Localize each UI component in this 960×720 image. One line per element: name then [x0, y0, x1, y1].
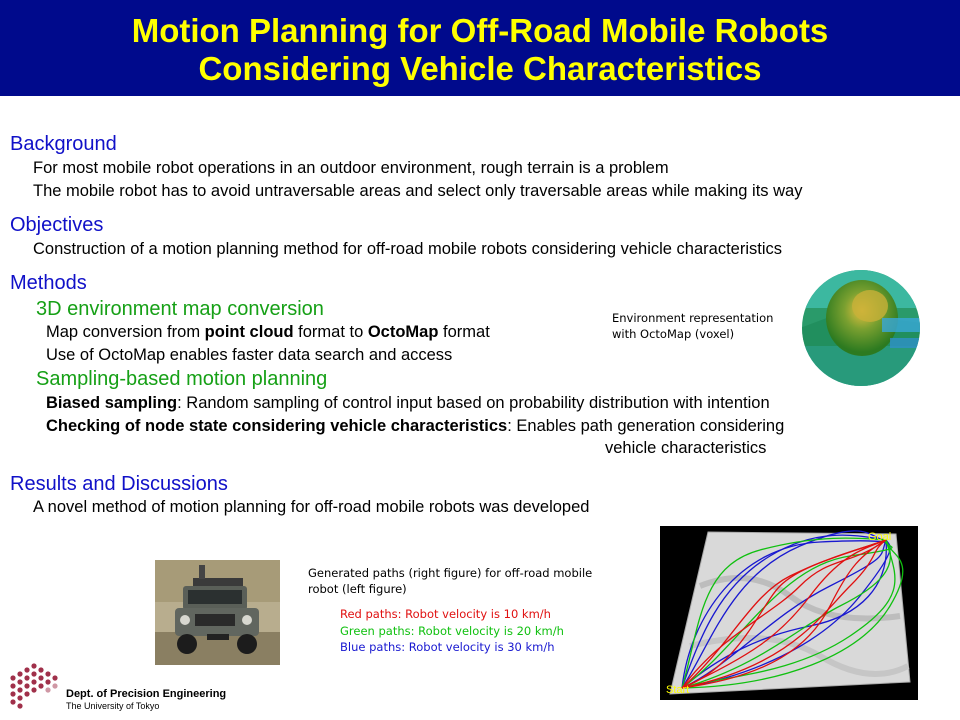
octomap-voxel-figure	[800, 268, 922, 388]
red-paths-legend: Red paths: Robot velocity is 10 km/h	[340, 607, 551, 621]
paths-caption: Generated paths (right figure) for off-road mobile robot (left figure)	[308, 566, 593, 596]
blue-paths-legend: Blue paths: Robot velocity is 30 km/h	[340, 640, 555, 654]
start-label: Start	[666, 684, 690, 696]
logo-university-name: The University of Tokyo	[66, 701, 160, 711]
methods-heading: Methods	[10, 272, 87, 294]
background-heading: Background	[10, 133, 117, 155]
generated-paths-figure	[660, 526, 918, 700]
logo-department-name: Dept. of Precision Engineering	[66, 688, 227, 700]
department-logo-icon	[4, 660, 64, 716]
goal-label: Goal	[868, 531, 892, 543]
title-line-2: Considering Vehicle Characteristics	[198, 50, 762, 87]
node-check-line: Checking of node state considering vehicle characteristics: Enables path generation considering	[46, 417, 785, 435]
robot-vehicle-photo	[155, 560, 280, 665]
map-conversion-line-2: Use of OctoMap enables faster data search and access	[46, 346, 453, 364]
map-conversion-subheading: 3D environment map conversion	[36, 298, 324, 320]
node-check-line-cont: vehicle characteristics	[605, 439, 767, 457]
objectives-heading: Objectives	[10, 214, 104, 236]
green-paths-legend: Green paths: Robot velocity is 20 km/h	[340, 624, 564, 638]
map-conversion-line-1: Map conversion from point cloud format to OctoMap format	[46, 323, 490, 341]
biased-sampling-line: Biased sampling: Random sampling of control input based on probability distribution with intention	[46, 394, 770, 412]
results-heading: Results and Discussions	[10, 473, 228, 495]
background-line-2: The mobile robot has to avoid untraversable areas and select only traversable areas while making its way	[33, 182, 803, 200]
sampling-subheading: Sampling-based motion planning	[36, 368, 328, 390]
title-banner	[0, 0, 960, 96]
results-line: A novel method of motion planning for off-road mobile robots was developed	[33, 498, 590, 516]
octomap-caption: Environment representation with OctoMap (voxel)	[612, 311, 774, 341]
title-line-1: Motion Planning for Off-Road Mobile Robots	[131, 12, 829, 49]
objectives-line: Construction of a motion planning method for off-road mobile robots considering vehicle characteristics	[33, 240, 783, 258]
background-line-1: For most mobile robot operations in an outdoor environment, rough terrain is a problem	[33, 159, 669, 177]
